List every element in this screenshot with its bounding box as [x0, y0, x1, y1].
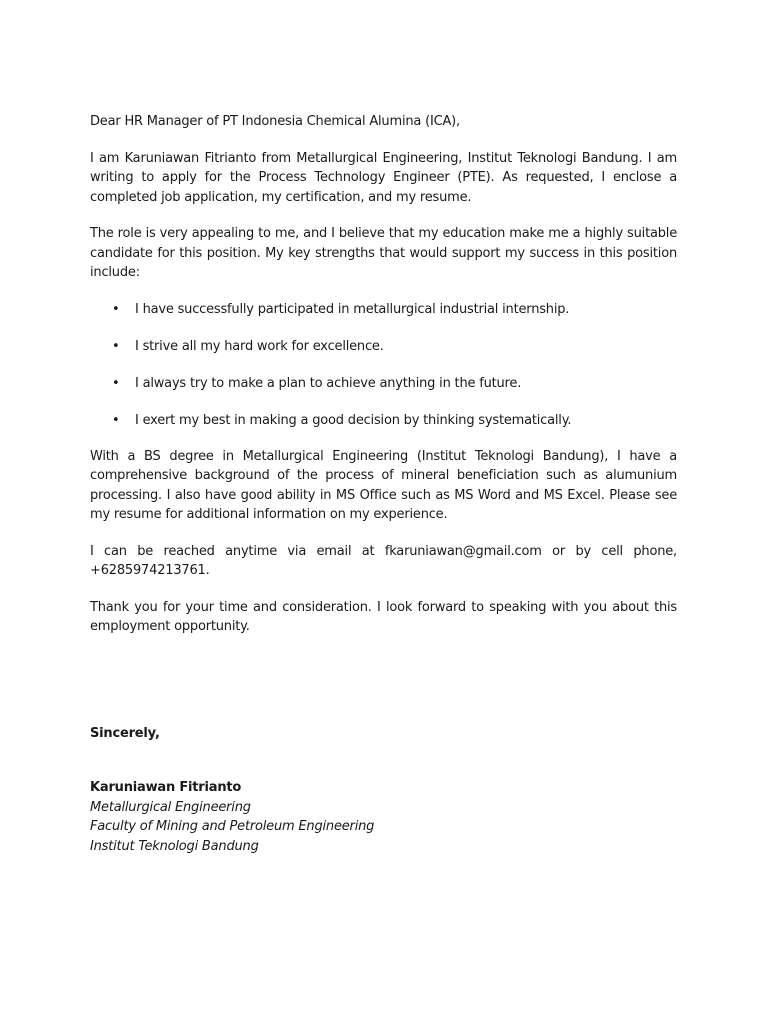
- signature-block: [90, 778, 677, 856]
- letter-body: [90, 112, 677, 856]
- signature-institution: Institut Teknologi Bandung: [90, 838, 259, 854]
- strength-text: I have successfully participated in metallurgical industrial internship.: [135, 301, 570, 317]
- strength-text: I always try to make a plan to achieve anything in the future.: [135, 375, 522, 391]
- list-item: [90, 300, 677, 319]
- strengths-list: [90, 300, 677, 430]
- bullet-icon: •: [112, 338, 120, 354]
- intro-paragraph: I am Karuniawan Fitrianto from Metallurgical Engineering, Institut Teknologi Bandung. I am writing to apply for the Process Technology Engineer (PTE). As requested, I enclose a completed job application, my certification, and my resume.: [90, 150, 677, 205]
- bullet-icon: •: [112, 301, 120, 317]
- background-paragraph: With a BS degree in Metallurgical Engineering (Institut Teknologi Bandung), I have a comprehensive background of the process of mineral beneficiation such as alumunium processing. I also have good ability in MS Office such as MS Word and MS Excel. Please see my resume for additional information on my experience.: [90, 448, 677, 522]
- signature-faculty: Faculty of Mining and Petroleum Engineering: [90, 819, 375, 834]
- list-item: [90, 411, 677, 430]
- role-paragraph: The role is very appealing to me, and I believe that my education make me a highly suitable candidate for this position. My key strengths that would support my success in this position include:: [90, 226, 677, 280]
- bullet-icon: •: [112, 375, 120, 391]
- list-item: [90, 374, 677, 393]
- signature-name: Karuniawan Fitrianto: [90, 780, 242, 795]
- bullet-icon: •: [112, 412, 120, 428]
- closing: Sincerely,: [90, 725, 160, 741]
- strength-text: I exert my best in making a good decision by thinking systematically.: [135, 412, 572, 428]
- list-item: [90, 337, 677, 356]
- thanks-paragraph: Thank you for your time and consideration. I look forward to speaking with you about this employment opportunity.: [90, 599, 677, 634]
- signature-department: Metallurgical Engineering: [90, 799, 251, 815]
- strength-text: I strive all my hard work for excellence.: [135, 338, 384, 354]
- contact-paragraph: I can be reached anytime via email at fkaruniawan@gmail.com or by cell phone, +6285974213761.: [90, 543, 677, 578]
- salutation: Dear HR Manager of PT Indonesia Chemical Alumina (ICA),: [90, 114, 460, 129]
